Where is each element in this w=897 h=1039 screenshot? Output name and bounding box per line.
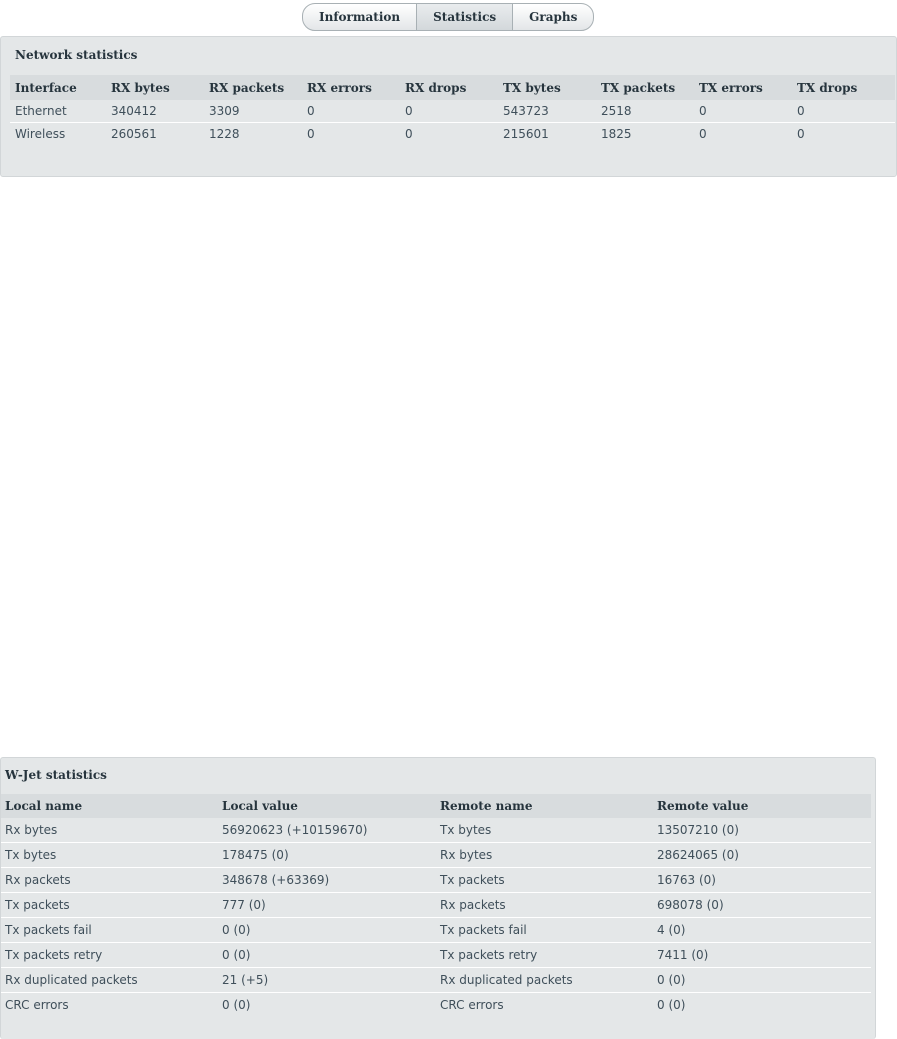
wjet-header-row (1, 794, 871, 818)
network-statistics-title: Network statistics (15, 48, 138, 62)
table-cell: 178475 (0) (218, 843, 436, 868)
table-row (10, 100, 895, 123)
table-cell: 28624065 (0) (653, 843, 871, 868)
table-cell: 4 (0) (653, 918, 871, 943)
col-tx-bytes: TX bytes (498, 75, 596, 100)
table-cell: 2518 (596, 100, 694, 123)
table-row (1, 893, 871, 918)
table-cell: Rx duplicated packets (1, 968, 218, 993)
tab-information[interactable]: Information (303, 4, 417, 30)
table-cell: 0 (307, 127, 315, 141)
table-cell: 0 (797, 127, 805, 141)
table-cell: Rx packets (1, 868, 218, 893)
table-cell: Tx packets retry (436, 943, 653, 968)
col-local-value: Local value (218, 794, 436, 818)
table-cell: 0 (0) (218, 943, 436, 968)
table-cell: Rx duplicated packets (436, 968, 653, 993)
col-interface: Interface (10, 75, 106, 100)
table-cell: 0 (405, 127, 413, 141)
col-remote-value: Remote value (653, 794, 871, 818)
table-cell: Rx packets (436, 893, 653, 918)
table-cell: Tx bytes (436, 818, 653, 843)
table-cell: 260561 (111, 127, 157, 141)
table-cell: Tx packets fail (1, 918, 218, 943)
table-cell: 0 (302, 100, 400, 123)
table-cell: Ethernet (10, 100, 106, 123)
table-row (1, 868, 871, 893)
table-row (10, 123, 895, 146)
network-statistics-panel (0, 36, 897, 177)
tab-statistics[interactable]: Statistics (417, 4, 513, 30)
table-cell: 0 (699, 127, 707, 141)
table-cell: Tx packets (1, 893, 218, 918)
col-tx-drops: TX drops (792, 75, 895, 100)
col-rx-packets: RX packets (204, 75, 302, 100)
col-rx-errors: RX errors (302, 75, 400, 100)
table-row (1, 968, 871, 993)
col-remote-name: Remote name (436, 794, 653, 818)
table-cell: Tx packets (436, 868, 653, 893)
table-cell: 348678 (+63369) (218, 868, 436, 893)
table-cell: Wireless (15, 127, 66, 141)
table-cell: 1825 (601, 127, 632, 141)
network-header-row (10, 75, 895, 100)
table-row (1, 818, 871, 843)
table-cell: 7411 (0) (653, 943, 871, 968)
wjet-statistics-table (1, 794, 871, 1017)
tab-bar (302, 3, 594, 31)
wjet-statistics-panel (0, 757, 876, 1039)
col-rx-drops: RX drops (400, 75, 498, 100)
table-cell: 3309 (204, 100, 302, 123)
table-row (1, 993, 871, 1018)
table-cell: Tx packets fail (436, 918, 653, 943)
table-cell: CRC errors (5, 998, 69, 1012)
col-local-name: Local name (1, 794, 218, 818)
network-statistics-table (10, 75, 895, 145)
table-row (1, 918, 871, 943)
col-tx-errors: TX errors (694, 75, 792, 100)
wjet-statistics-title: W-Jet statistics (5, 768, 107, 782)
table-cell: 13507210 (0) (653, 818, 871, 843)
table-cell: 340412 (106, 100, 204, 123)
col-rx-bytes: RX bytes (106, 75, 204, 100)
table-cell: 0 (792, 100, 895, 123)
table-cell: Tx bytes (1, 843, 218, 868)
table-row (1, 843, 871, 868)
table-cell: 21 (+5) (218, 968, 436, 993)
table-cell: 0 (400, 100, 498, 123)
table-cell: Rx bytes (1, 818, 218, 843)
table-cell: Rx bytes (436, 843, 653, 868)
table-cell: 215601 (503, 127, 549, 141)
table-cell: 0 (694, 100, 792, 123)
col-tx-packets: TX packets (596, 75, 694, 100)
table-cell: 1228 (209, 127, 240, 141)
table-cell: 0 (0) (218, 918, 436, 943)
table-row (1, 943, 871, 968)
table-cell: 56920623 (+10159670) (218, 818, 436, 843)
tab-graphs[interactable]: Graphs (529, 10, 578, 24)
table-cell: Tx packets retry (1, 943, 218, 968)
table-cell: 698078 (0) (653, 893, 871, 918)
table-cell: 0 (0) (222, 998, 251, 1012)
table-cell: CRC errors (440, 998, 504, 1012)
table-cell: 543723 (498, 100, 596, 123)
table-cell: 777 (0) (218, 893, 436, 918)
table-cell: 0 (0) (653, 968, 871, 993)
table-cell: 16763 (0) (653, 868, 871, 893)
table-cell: 0 (0) (657, 998, 686, 1012)
